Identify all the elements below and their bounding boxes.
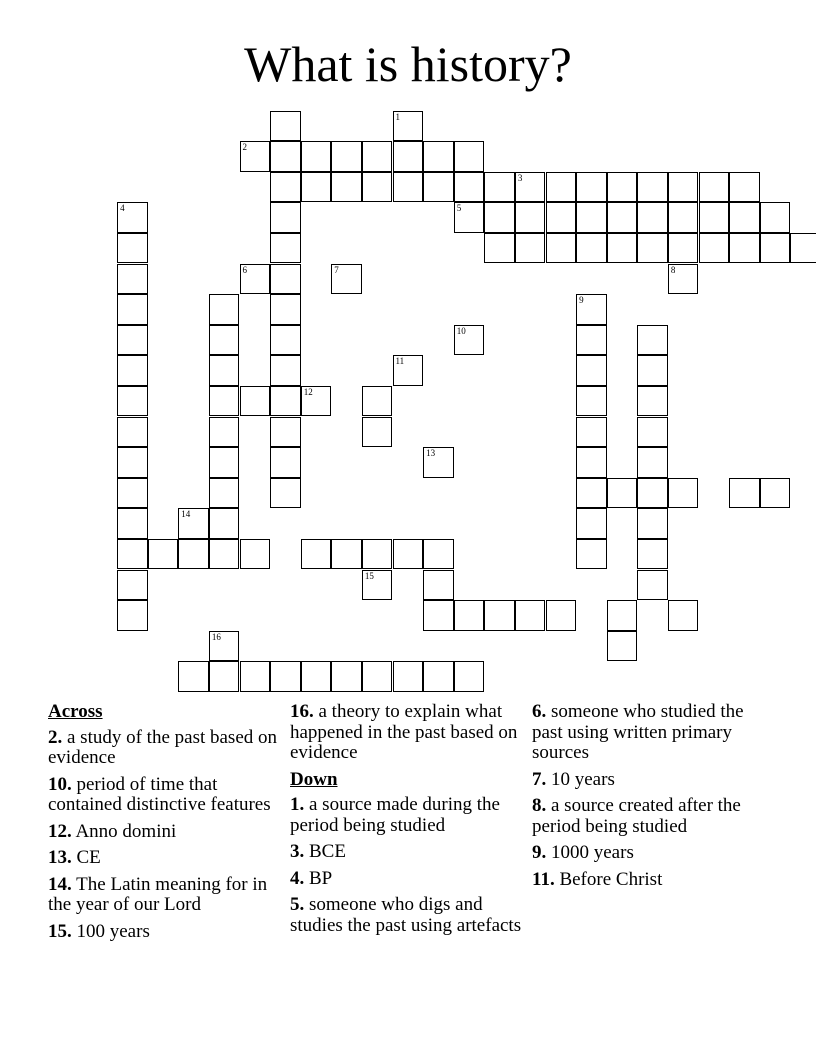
grid-cell[interactable]	[607, 631, 638, 662]
grid-cell[interactable]	[637, 386, 668, 417]
grid-cell[interactable]	[576, 172, 607, 203]
grid-cell[interactable]	[515, 172, 546, 203]
grid-cell[interactable]	[729, 478, 760, 509]
grid-cell[interactable]	[393, 172, 424, 203]
grid-cell[interactable]	[270, 141, 301, 172]
grid-cell[interactable]	[270, 325, 301, 356]
grid-cell[interactable]	[760, 202, 791, 233]
grid-cell[interactable]	[637, 355, 668, 386]
grid-cell[interactable]	[699, 202, 730, 233]
grid-cell[interactable]	[331, 661, 362, 692]
clue-down-11: 11. Before Christ	[532, 868, 663, 890]
grid-cell[interactable]	[668, 478, 699, 509]
grid-cell[interactable]	[607, 478, 638, 509]
clue-number: 4	[120, 203, 125, 214]
clue-across-12: 12. Anno domini	[48, 820, 177, 842]
clue-number: 12	[303, 386, 313, 397]
grid-cell[interactable]	[576, 355, 607, 386]
grid-cell[interactable]	[209, 447, 240, 478]
grid-cell[interactable]	[178, 661, 209, 692]
clue-down-8: 8. a source created after the period being studied	[532, 795, 741, 837]
clues-column-3	[532, 702, 772, 896]
grid-cell[interactable]	[117, 386, 148, 417]
grid-cell[interactable]	[331, 172, 362, 203]
grid-cell[interactable]	[546, 600, 577, 631]
grid-cell[interactable]	[117, 264, 148, 295]
grid-cell[interactable]	[270, 202, 301, 233]
grid-cell[interactable]	[637, 233, 668, 264]
grid-cell[interactable]	[117, 355, 148, 386]
grid-cell[interactable]	[454, 600, 485, 631]
clue-down-6: 6. someone who studied the past using written primary sources	[532, 701, 744, 763]
grid-cell[interactable]	[637, 202, 668, 233]
grid-cell[interactable]	[454, 172, 485, 203]
grid-cell[interactable]	[393, 661, 424, 692]
grid-cell[interactable]	[240, 539, 271, 570]
grid-cell[interactable]	[729, 172, 760, 203]
grid-cell[interactable]	[576, 233, 607, 264]
across-heading: Across	[48, 701, 103, 722]
grid-cell[interactable]	[423, 172, 454, 203]
grid-cell[interactable]	[301, 172, 332, 203]
grid-cell[interactable]	[423, 141, 454, 172]
clue-number: 16	[211, 631, 221, 642]
grid-cell[interactable]	[760, 233, 791, 264]
grid-cell[interactable]	[209, 539, 240, 570]
grid-cell[interactable]	[209, 294, 240, 325]
grid-cell[interactable]	[362, 141, 393, 172]
clue-number: 9	[579, 295, 584, 306]
grid-cell[interactable]	[576, 386, 607, 417]
clue-across-13: 13. CE	[48, 847, 101, 868]
grid-cell[interactable]	[576, 539, 607, 570]
down-heading: Down	[290, 768, 338, 790]
grid-cell[interactable]	[393, 539, 424, 570]
clue-down-3: 3. BCE	[290, 841, 346, 862]
clue-down-4: 4. BP	[290, 867, 333, 889]
grid-cell[interactable]	[117, 508, 148, 539]
clue-number: 3	[517, 172, 523, 183]
grid-cell[interactable]	[454, 661, 485, 692]
grid-cell[interactable]	[454, 141, 485, 172]
grid-cell[interactable]	[240, 141, 271, 172]
grid-cell[interactable]	[209, 417, 240, 448]
clue-number: 1	[395, 111, 400, 122]
grid-cell[interactable]	[209, 355, 240, 386]
clue-down-1: 1. a source made during the period being studied	[290, 794, 500, 836]
grid-cell[interactable]	[148, 539, 179, 570]
clue-number: 6	[242, 264, 247, 275]
grid-cell[interactable]	[209, 631, 240, 662]
grid-cell[interactable]	[484, 202, 515, 233]
grid-cell[interactable]	[393, 141, 424, 172]
grid-cell[interactable]	[637, 570, 668, 601]
grid-cell[interactable]	[515, 202, 546, 233]
grid-cell[interactable]	[117, 478, 148, 509]
clues-column-1	[48, 702, 280, 948]
clue-across-2: 2. a study of the past based on evidence	[48, 726, 278, 768]
clue-number: 14	[181, 509, 191, 520]
clues-column-2	[290, 702, 526, 942]
grid-cell[interactable]	[178, 539, 209, 570]
grid-cell[interactable]	[117, 417, 148, 448]
grid-cell[interactable]	[637, 172, 668, 203]
grid-cell[interactable]	[576, 478, 607, 509]
grid-cell[interactable]	[668, 264, 699, 295]
grid-cell[interactable]	[423, 600, 454, 631]
grid-cell[interactable]	[576, 447, 607, 478]
clue-number: 5	[456, 203, 462, 214]
grid-cell[interactable]	[240, 264, 271, 295]
grid-cell[interactable]	[270, 172, 301, 203]
clue-number: 10	[456, 325, 466, 336]
grid-cell[interactable]	[117, 233, 148, 264]
clue-across-14: 14. The Latin meaning for in the year of our Lord	[48, 873, 268, 915]
grid-cell[interactable]	[331, 264, 362, 295]
grid-cell[interactable]	[576, 202, 607, 233]
grid-cell[interactable]	[760, 478, 791, 509]
grid-cell[interactable]	[301, 661, 332, 692]
grid-cell[interactable]	[331, 539, 362, 570]
clue-across-16: 16. a theory to explain what happened in the past based on evidence	[290, 701, 518, 763]
grid-cell[interactable]	[607, 600, 638, 631]
grid-cell[interactable]	[423, 447, 454, 478]
grid-cell[interactable]	[117, 325, 148, 356]
grid-cell[interactable]	[729, 233, 760, 264]
grid-cell[interactable]	[362, 417, 393, 448]
grid-cell[interactable]	[240, 386, 271, 417]
clue-number: 11	[395, 356, 405, 367]
grid-cell[interactable]	[637, 508, 668, 539]
grid-cell[interactable]	[209, 508, 240, 539]
grid-cell[interactable]	[576, 417, 607, 448]
grid-cell[interactable]	[393, 355, 424, 386]
grid-cell[interactable]	[270, 417, 301, 448]
grid-cell[interactable]	[699, 172, 730, 203]
grid-cell[interactable]	[546, 172, 577, 203]
grid-cell[interactable]	[301, 539, 332, 570]
grid-cell[interactable]	[668, 233, 699, 264]
grid-cell[interactable]	[362, 570, 393, 601]
grid-cell[interactable]	[546, 233, 577, 264]
grid-cell[interactable]	[668, 172, 699, 203]
grid-cell[interactable]	[699, 233, 730, 264]
grid-cell[interactable]	[117, 447, 148, 478]
grid-cell[interactable]	[117, 600, 148, 631]
grid-cell[interactable]	[209, 661, 240, 692]
grid-cell[interactable]	[270, 661, 301, 692]
grid-cell[interactable]	[117, 294, 148, 325]
grid-cell[interactable]	[209, 325, 240, 356]
grid-cell[interactable]	[454, 325, 485, 356]
grid-cell[interactable]	[209, 386, 240, 417]
grid-cell[interactable]	[270, 386, 301, 417]
grid-cell[interactable]	[637, 325, 668, 356]
grid-cell[interactable]	[270, 233, 301, 264]
grid-cell[interactable]	[576, 325, 607, 356]
grid-cell[interactable]	[484, 600, 515, 631]
grid-cell[interactable]	[301, 386, 332, 417]
grid-cell[interactable]	[576, 294, 607, 325]
grid-cell[interactable]	[117, 570, 148, 601]
grid-cell[interactable]	[270, 478, 301, 509]
grid-cell[interactable]	[576, 508, 607, 539]
clue-across-10: 10. period of time that contained distinctive features	[48, 773, 271, 815]
clue-across-15: 15. 100 years	[48, 920, 150, 942]
grid-cell[interactable]	[301, 141, 332, 172]
grid-cell[interactable]	[484, 233, 515, 264]
grid-cell[interactable]	[668, 202, 699, 233]
grid-cell[interactable]	[515, 233, 546, 264]
grid-cell[interactable]	[240, 661, 271, 692]
grid-cell[interactable]	[515, 600, 546, 631]
clue-number: 7	[334, 264, 339, 275]
grid-cell[interactable]	[209, 478, 240, 509]
grid-cell[interactable]	[790, 233, 816, 264]
grid-cell[interactable]	[637, 539, 668, 570]
grid-cell[interactable]	[393, 111, 424, 142]
clue-down-9: 9. 1000 years	[532, 842, 634, 863]
grid-cell[interactable]	[607, 172, 638, 203]
grid-cell[interactable]	[637, 417, 668, 448]
grid-cell[interactable]	[484, 172, 515, 203]
grid-cell[interactable]	[546, 202, 577, 233]
grid-cell[interactable]	[607, 202, 638, 233]
grid-cell[interactable]	[454, 202, 485, 233]
grid-cell[interactable]	[637, 447, 668, 478]
grid-cell[interactable]	[331, 141, 362, 172]
grid-cell[interactable]	[668, 600, 699, 631]
clue-number: 13	[426, 448, 436, 459]
page-title: What is history?	[244, 36, 572, 92]
grid-cell[interactable]	[270, 264, 301, 295]
clue-down-7: 7. 10 years	[532, 768, 615, 790]
clue-number: 2	[242, 142, 247, 153]
clue-number: 15	[364, 570, 374, 581]
grid-cell[interactable]	[362, 172, 393, 203]
grid-cell[interactable]	[117, 202, 148, 233]
grid-cell[interactable]	[729, 202, 760, 233]
grid-cell[interactable]	[178, 508, 209, 539]
grid-cell[interactable]	[362, 539, 393, 570]
grid-cell[interactable]	[423, 570, 454, 601]
grid-cell[interactable]	[423, 539, 454, 570]
grid-cell[interactable]	[117, 539, 148, 570]
grid-cell[interactable]	[270, 294, 301, 325]
clue-number: 8	[670, 264, 676, 275]
grid-cell[interactable]	[270, 355, 301, 386]
grid-cell[interactable]	[270, 111, 301, 142]
grid-cell[interactable]	[637, 478, 668, 509]
grid-cell[interactable]	[362, 386, 393, 417]
clue-down-5: 5. someone who digs and studies the past using artefacts	[290, 894, 522, 936]
grid-cell[interactable]	[362, 661, 393, 692]
grid-cell[interactable]	[423, 661, 454, 692]
grid-cell[interactable]	[607, 233, 638, 264]
grid-cell[interactable]	[270, 447, 301, 478]
